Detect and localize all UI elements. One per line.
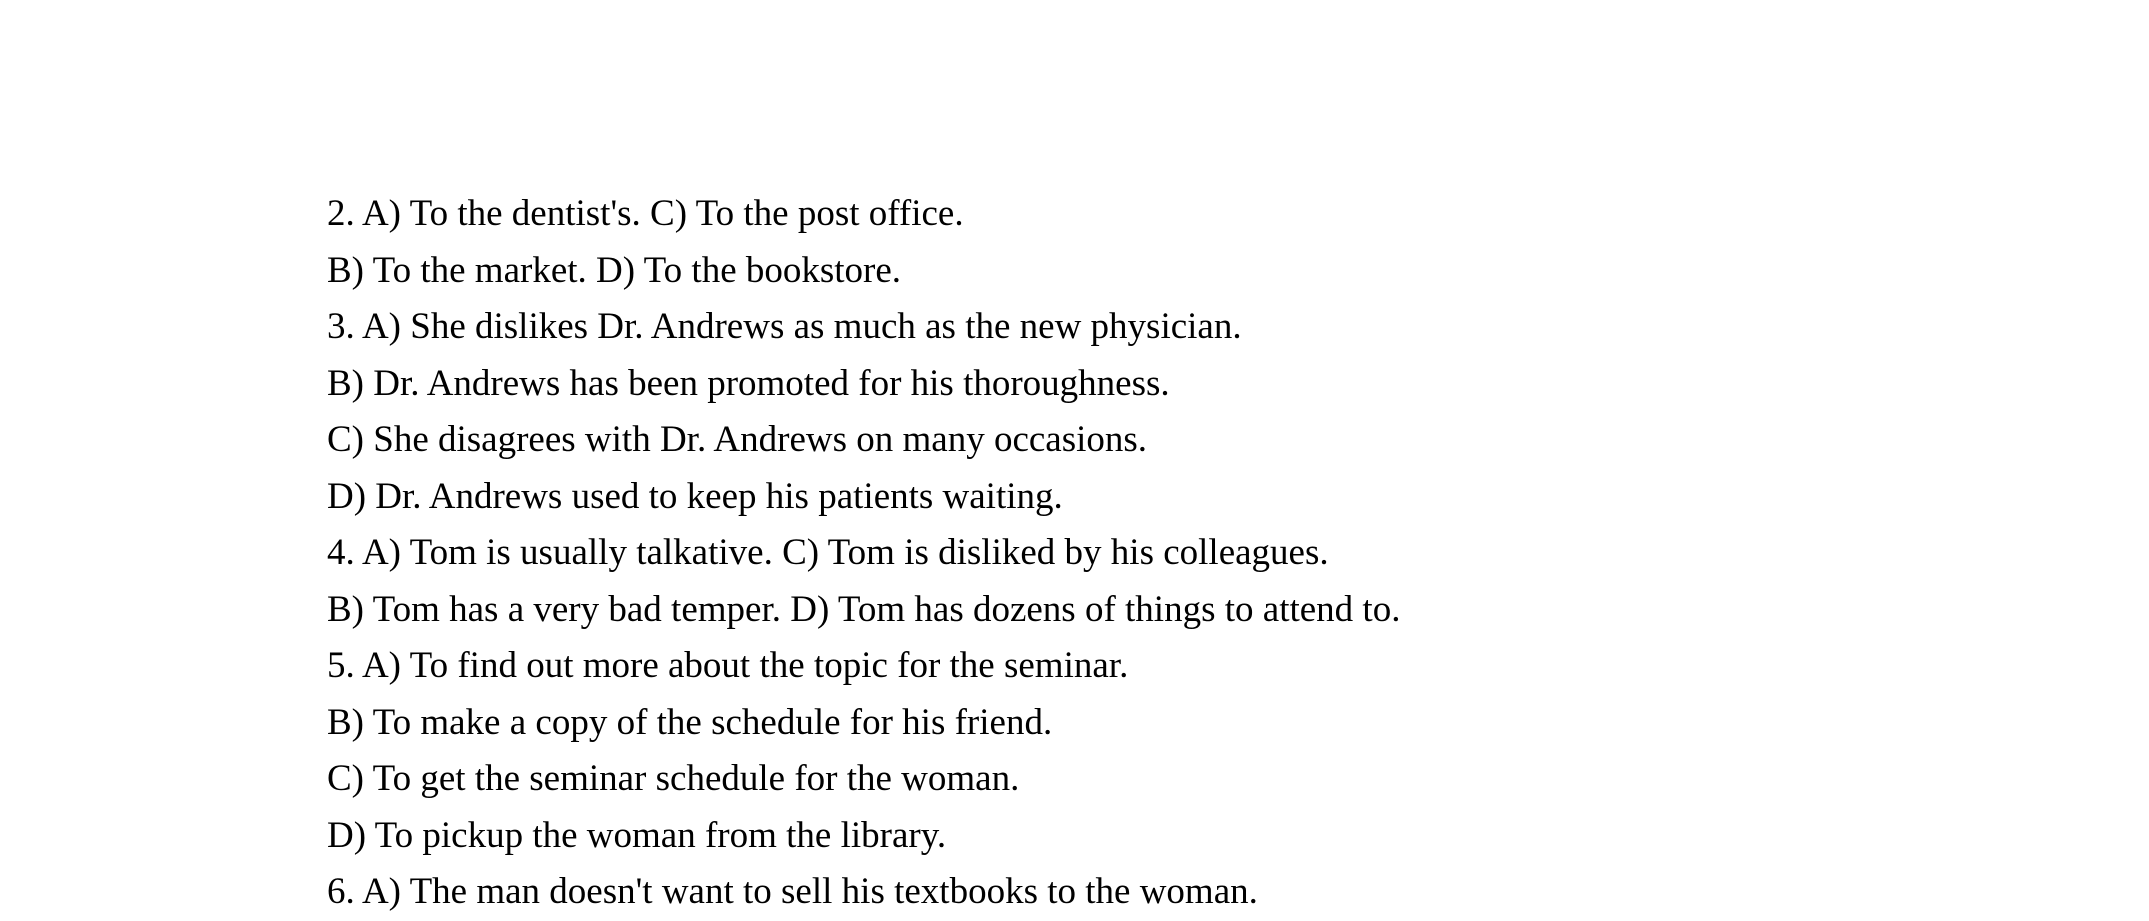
- q3-option-b: B) Dr. Andrews has been promoted for his thoroughness.: [327, 362, 1170, 404]
- q4-options-line-1: 4. A) Tom is usually talkative. C) Tom is disliked by his colleagues.: [327, 532, 1329, 573]
- q5-option-b: B) To make a copy of the schedule for his friend.: [327, 701, 1053, 743]
- q4-options-line-2: B) Tom has a very bad temper. D) Tom has dozens of things to attend to.: [327, 588, 1401, 630]
- q5-option-c: C) To get the seminar schedule for the woman.: [327, 758, 1020, 799]
- question-list: [327, 186, 1400, 921]
- q5-option-a: 5. A) To find out more about the topic for the seminar.: [327, 645, 1129, 686]
- q2-options-line-2: B) To the market. D) To the bookstore.: [327, 249, 902, 291]
- q3-option-a: 3. A) She dislikes Dr. Andrews as much as the new physician.: [327, 306, 1242, 347]
- q5-option-d: D) To pickup the woman from the library.: [327, 814, 947, 856]
- q6-option-a: 6. A) The man doesn't want to sell his textbooks to the woman.: [327, 871, 1258, 912]
- q3-option-c: C) She disagrees with Dr. Andrews on many occasions.: [327, 419, 1148, 460]
- q3-option-d: D) Dr. Andrews used to keep his patients waiting.: [327, 475, 1063, 517]
- q2-options-line-1: 2. A) To the dentist's. C) To the post office.: [327, 193, 964, 234]
